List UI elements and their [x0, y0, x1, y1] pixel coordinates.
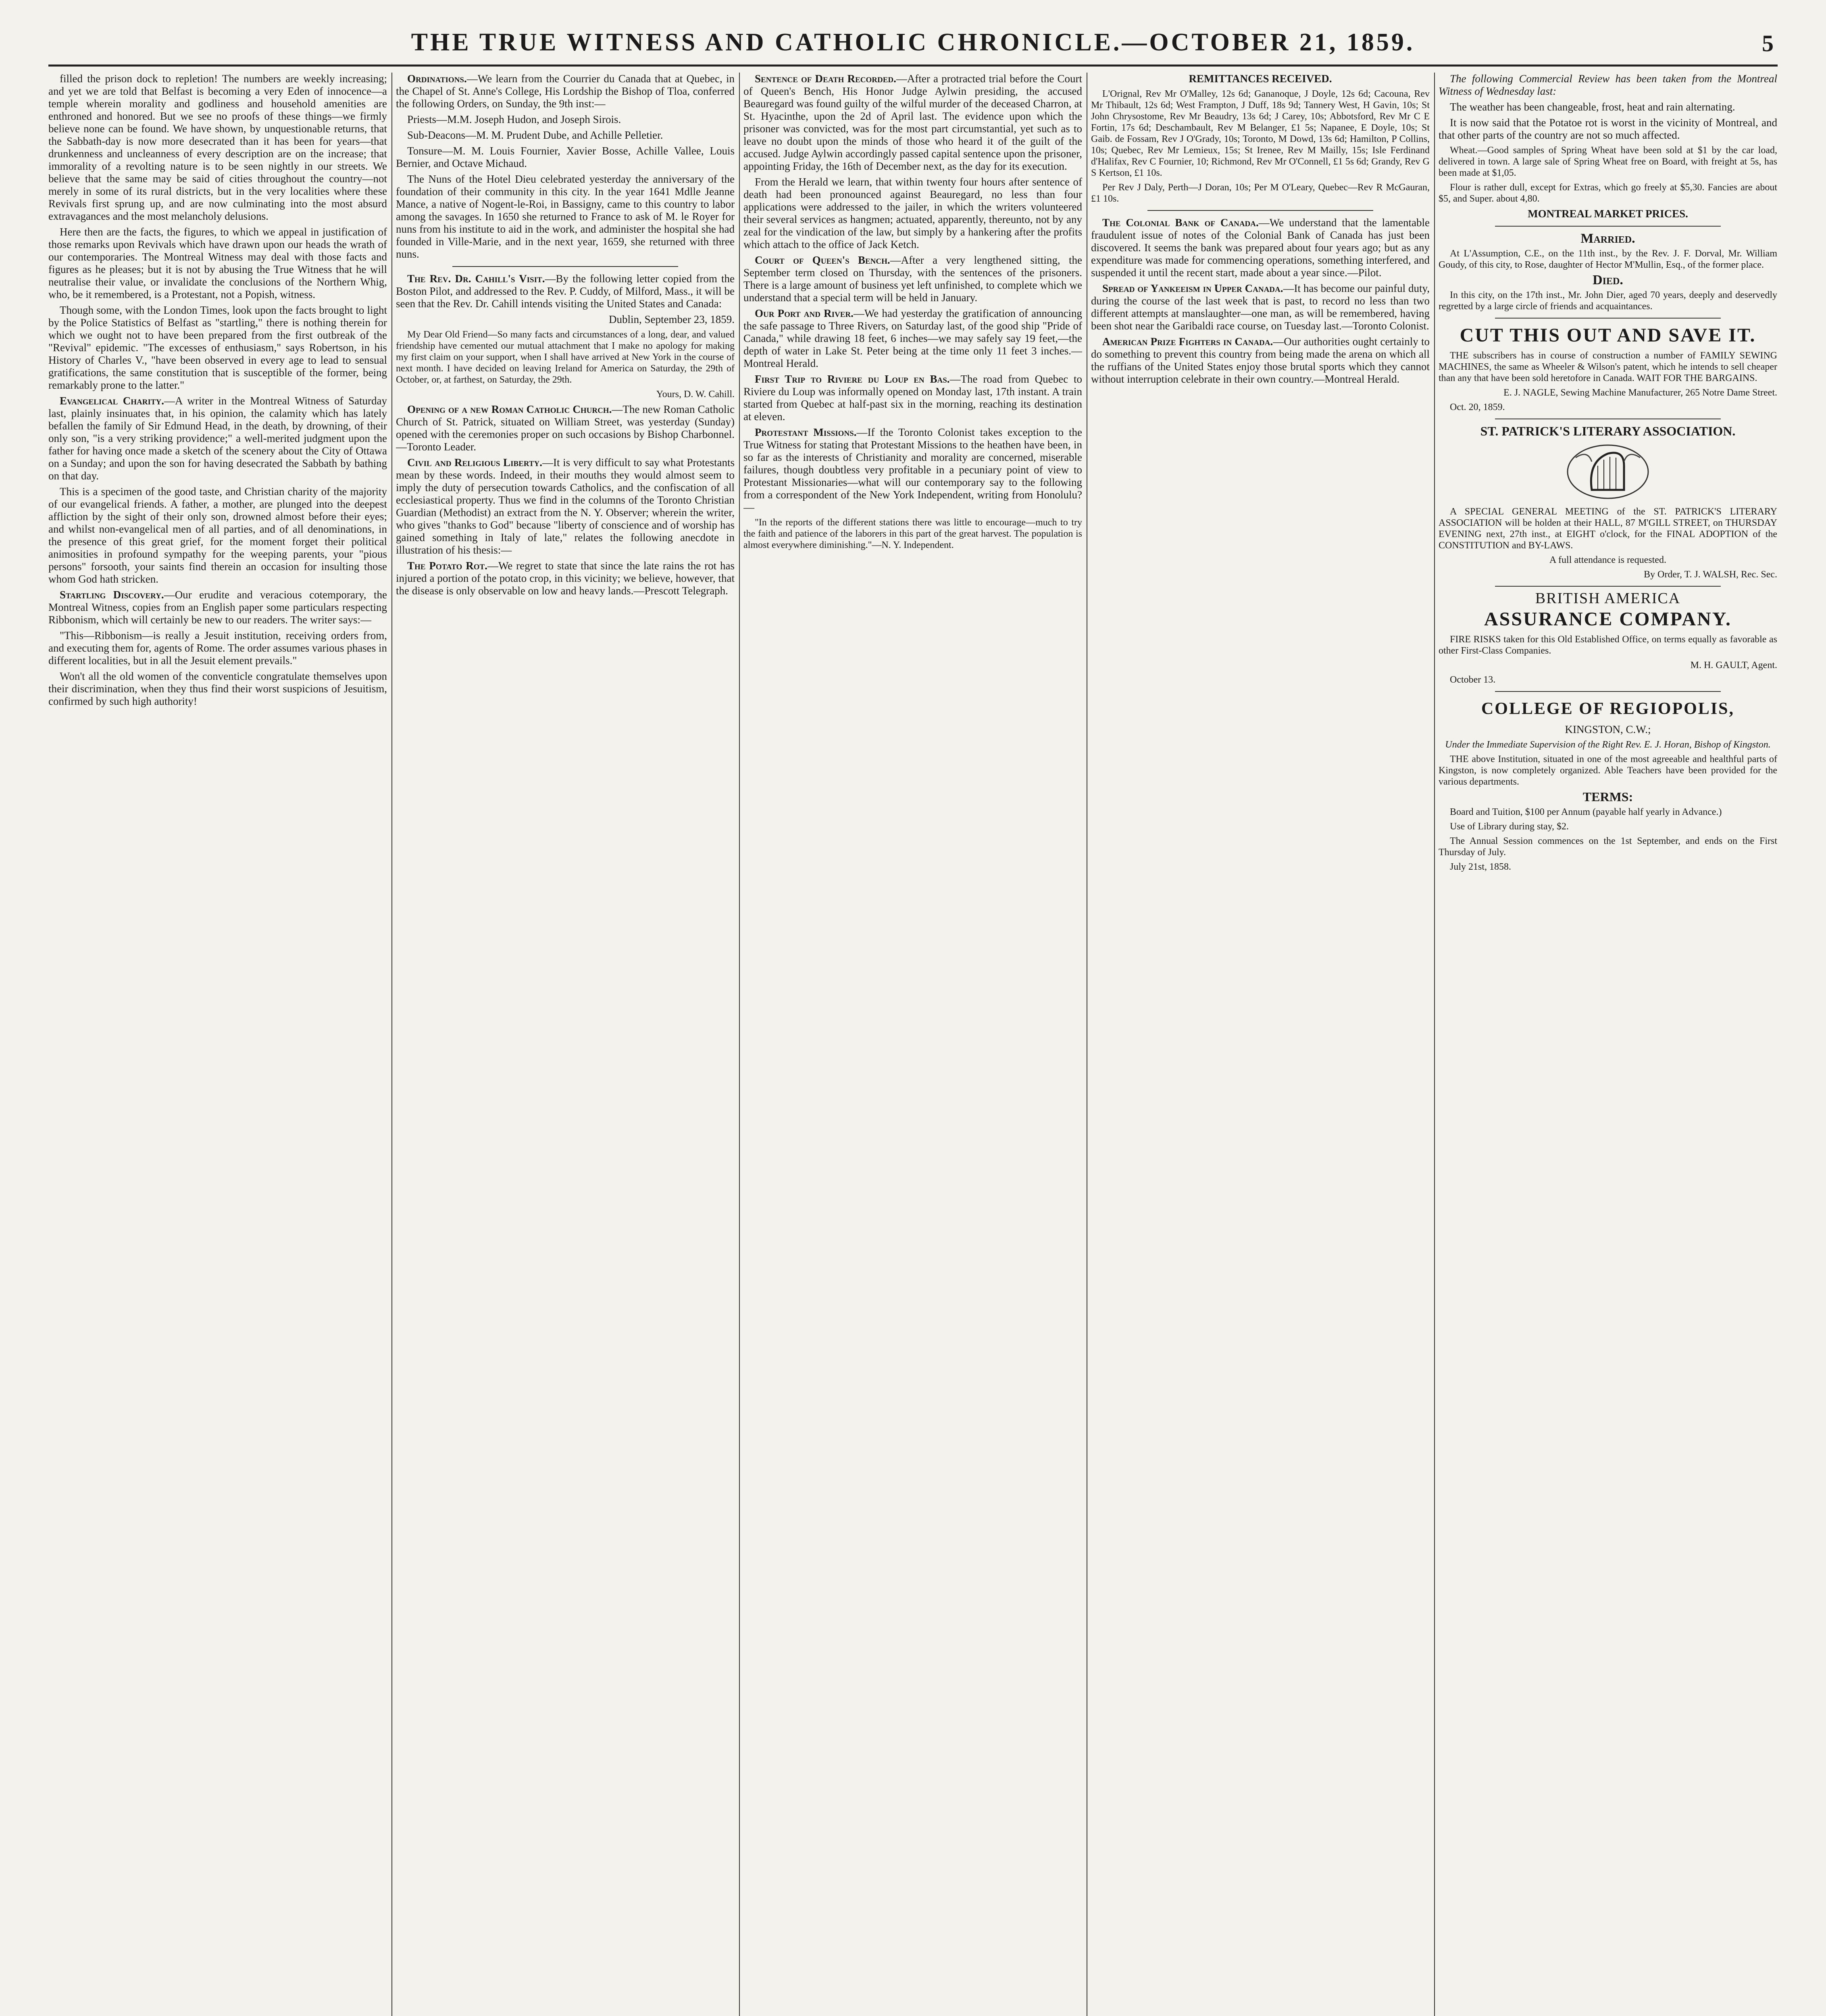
quotation: "This—Ribbonism—is really a Jesuit institution, receiving orders from, and executing them for, agents of Rome. The order assumes various phases in different localities, but in all the Jesuit element prevails."	[48, 629, 387, 666]
column-rule	[391, 73, 392, 2016]
column-1	[48, 73, 387, 2016]
divider	[1495, 226, 1721, 227]
ad-text: Board and Tuition, $100 per Annum (payable half yearly in Advance.)	[1450, 807, 1722, 817]
remittance-list: Per Rev J Daly, Perth—J Doran, 10s; Per M O'Leary, Quebec—Rev R McGauran, £1 10s.	[1091, 182, 1430, 204]
article-paragraph: —It is very difficult to say what Protestants mean by these words. Indeed, in their mouths they would almost seem to imply the duty of persecution towards Catholics, and the confiscation of all ecclesiastical property. Thus we find in the columns of the Toronto Christian Guardian (Methodist) an extract from the N. Y. Observer; wherein the writer, who gives "thanks to God" because "liberty of conscience and of worship has gained something in Italy of late," relates the following anecdote in illustration of his thesis:—	[396, 456, 735, 556]
article-paragraph: —After a protracted trial before the Court of Queen's Bench, His Honor Judge Aylwin presiding, the accused Beauregard was found guilty of the wilful murder of the deceased Charron, at St. Hyacinthe, upon the 2d of April last. The evidence upon which the prisoner was convicted, was for the most part circumstantial, yet such as to leave no doubt upon the minds of those who heard it of the guilt of the accused. Judge Aylwin accordingly passed capital sentence upon the prisoner, appointing Friday, the 16th of December next, as the day for its execution.	[743, 73, 1082, 172]
article-heading: Court of Queen's Bench.	[755, 254, 890, 266]
ad-text: Under the Immediate Supervision of the Right Rev. E. J. Horan, Bishop of Kingston.	[1445, 739, 1771, 750]
ad-date: July 21st, 1858.	[1450, 862, 1512, 872]
article-paragraph: —After a very lengthened sitting, the September term closed on Thursday, with the sentences of the prisoners. There is a large amount of business yet left unfinished, to complete which we understand that a special term will be held in January.	[743, 254, 1082, 304]
column-4	[1091, 73, 1430, 2016]
ad-date: October 13.	[1450, 675, 1496, 685]
section-heading: MONTREAL MARKET PRICES.	[1528, 208, 1688, 220]
ad-heading: CUT THIS OUT AND SAVE IT.	[1460, 325, 1756, 346]
column-3	[743, 73, 1082, 2016]
ad-heading: TERMS:	[1582, 789, 1633, 804]
notice-text: In this city, on the 17th inst., Mr. John Dier, aged 70 years, deeply and deservedly regretted by a large circle of friends and acquaintances.	[1439, 290, 1777, 312]
ad-subheading: KINGSTON, C.W.;	[1565, 723, 1651, 735]
ad-text: Use of Library during stay, $2.	[1450, 821, 1569, 832]
ad-text: The Annual Session commences on the 1st September, and ends on the First Thursday of July.	[1439, 836, 1777, 858]
article-paragraph: Here then are the facts, the figures, to which we appeal in justification of those remarks upon Revivals which have drawn upon our heads the wrath of our contemporaries. The Montreal Witness may deal with those facts and figures as he pleases; but it is not by abusing the True Witness that he will neutralise their value, or invalidate the conclusions of the Northern Whig, who, be it remembered, is a Protestant, not a Popish, witness.	[48, 226, 387, 300]
masthead	[48, 24, 1778, 67]
article-heading: The Potato Rot.	[407, 560, 487, 572]
letter-dateline: Dublin, September 23, 1859.	[609, 313, 735, 325]
article-paragraph: —Our authorities ought certainly to do something to prevent this country from being made the arena on which all the ruffians of the United States enjoy those brutal sports which they cannot without interruption celebrate in their own country.—Montreal Herald.	[1091, 335, 1430, 385]
section-heading: REMITTANCES RECEIVED.	[1189, 73, 1332, 85]
article-heading: Sentence of Death Recorded.	[755, 73, 896, 85]
ad-text: FIRE RISKS taken for this Old Established Office, on terms equally as favorable as other First-Class Companies.	[1439, 634, 1777, 656]
column-5	[1439, 73, 1777, 2016]
ad-text: THE subscribers has in course of construction a number of FAMILY SEWING MACHINES, the same as Wheeler & Wilson's patent, which he intends to sell cheaper than any that have been sold heretofore in Canada. WAIT FOR THE BARGAINS.	[1439, 350, 1777, 383]
ad-heading: ASSURANCE COMPANY.	[1484, 608, 1732, 630]
divider	[1495, 691, 1721, 692]
ad-signature: M. H. GAULT, Agent.	[1690, 660, 1777, 671]
column-rule	[739, 73, 740, 2016]
ad-date: Oct. 20, 1859.	[1450, 402, 1505, 412]
ad-heading: BRITISH AMERICA	[1535, 590, 1681, 607]
market-report: Wheat.—Good samples of Spring Wheat have been sold at $1 by the car load, delivered in town. A large sale of Spring Wheat free on Board, with freight at 5s, has been made at $1,05.	[1439, 145, 1777, 178]
article-paragraph: Sub-Deacons—M. M. Prudent Dube, and Achille Pelletier.	[407, 129, 663, 141]
ad-text: THE above Institution, situated in one of the most agreeable and healthful parts of Kingston, is now completely organized. Able Teachers have been provided for the various departments.	[1439, 754, 1777, 787]
article-heading: American Prize Fighters in Canada.	[1102, 335, 1273, 348]
ad-text: A full attendance is requested.	[1549, 555, 1666, 565]
page-title: THE TRUE WITNESS AND CATHOLIC CHRONICLE.—OCTOBER 21, 1859.	[411, 29, 1415, 56]
article-paragraph: It is now said that the Potatoe rot is worst in the vicinity of Montreal, and that other parts of the country are not so much affected.	[1439, 117, 1777, 141]
article-paragraph: —We regret to state that since the late rains the rot has injured a portion of the potato crop, in this vicinity; we believe, however, that the disease is only observable on low and heavy lands.—Prescott Telegraph.	[396, 560, 735, 597]
article-paragraph: —A writer in the Montreal Witness of Saturday last, plainly insinuates that, in his opinion, the calamity which has lately befallen the family of Sir Edmund Head, in the death, by drowning, of their only son, "is a very striking providence;" a well-merited judgment upon the father for having once made a sketch of the scenery about the City of Ottawa on a Sunday; and upon the son for having desecrated the Sabbath by bathing on that day.	[48, 395, 387, 482]
article-paragraph: —By the following letter copied from the Boston Pilot, and addressed to the Rev. P. Cuddy, of Milford, Mass., it will be seen that the Rev. Dr. Cahill intends visiting the United States and Canada:	[396, 273, 735, 310]
ad-text: A SPECIAL GENERAL MEETING of the ST. PATRICK'S LITERARY ASSOCIATION will be holden at their HALL, 87 M'GILL STREET, on THURSDAY EVENING next, 27th inst., at EIGHT o'clock, for the FINAL ADOPTION of the CONSTITUTION and BY-LAWS.	[1439, 506, 1777, 551]
article-heading: The Colonial Bank of Canada.	[1102, 217, 1259, 229]
divider	[1147, 210, 1373, 211]
article-heading: Protestant Missions.	[755, 426, 857, 438]
article-paragraph: Tonsure—M. M. Louis Fournier, Xavier Bosse, Achille Vallee, Louis Bernier, and Octave Michaud.	[396, 145, 735, 169]
article-paragraph: filled the prison dock to repletion! The numbers are weekly increasing; and yet we are told that Belfast is becoming a very Eden of innocence—a temple wherein morality and godliness and household amenities are enthroned and honored. But we see no proofs of these things—we firmly believe none can be found. We have shown, by unquestionable returns, that the Sabbath-day is now more desecrated than it has been for years—that drunkenness and uncleanness of every description are on the increase; that immorality of a revolting nature is to be seen nightly in our streets. We believe that the same may be said of cities throughout the country—not merely in some of its rural districts, but in the very localities where these Revivals first sprung up, and are now culminating into the most absurd extravagances and the most melancholy delusions.	[48, 73, 387, 222]
article-paragraph: —We learn from the Courrier du Canada that at Quebec, in the Chapel of St. Anne's College, His Lordship the Bishop of Tloa, conferred the following Orders, on Sunday, the 9th inst:—	[396, 73, 735, 110]
market-report: Flour is rather dull, except for Extras, which go freely at $5,30. Fancies are about $5, and Super. about 4,80.	[1439, 182, 1777, 204]
divider	[1495, 318, 1721, 319]
harp-emblem-icon	[1564, 442, 1652, 502]
article-paragraph: —Our erudite and veracious cotemporary, the Montreal Witness, copies from an English paper some particulars respecting Ribbonism, which will certainly be new to our readers. The writer says:—	[48, 589, 387, 626]
article-heading: Startling Discovery.	[60, 589, 164, 601]
column-rule	[1434, 73, 1435, 2016]
article-paragraph: Won't all the old women of the conventicle congratulate themselves upon their discrimination, when they thus find their worst suspicions of Jesuitism, confirmed by such high authority!	[48, 670, 387, 707]
article-paragraph: From the Herald we learn, that within twenty four hours after sentence of death had been pronounced against Beauregard, no less than four applications were addressed to the jailer, in which the writers volunteered their several services as hangmen; actuated, apparently, thereunto, not by any zeal for the vindication of the law, but simply by a hankering after the profits which attach to the office of Jack Ketch.	[743, 176, 1082, 250]
ad-signature: By Order, T. J. WALSH, Rec. Sec.	[1644, 569, 1777, 580]
article-paragraph: Priests—M.M. Joseph Hudon, and Joseph Sirois.	[407, 113, 621, 125]
article-heading: Spread of Yankeeism in Upper Canada.	[1102, 282, 1283, 294]
column-2	[396, 73, 735, 2016]
divider	[452, 266, 678, 267]
article-paragraph: This is a specimen of the good taste, and Christian charity of the majority of our evangelical friends. A father, a mother, are plunged into the deepest affliction by the sight of their only son, drowned almost before their eyes; and whilst non-evangelical men of all parties, and of all denominations, in the presence of this great grief, for the moment forget their political animosities in profound sympathy for the weeping parents, your "pious persons" forsooth, your saints find therein an occasion for insulting those whom God hath stricken.	[48, 485, 387, 585]
article-paragraph: —The road from Quebec to Riviere du Loup was informally opened on Monday last, 17th instant. A train started from Quebec at half-past six in the morning, reaching its destination at eleven.	[743, 373, 1082, 423]
ad-signature: E. J. NAGLE, Sewing Machine Manufacturer, 265 Notre Dame Street.	[1503, 387, 1777, 398]
newspaper-page	[48, 24, 1778, 2016]
ad-heading: COLLEGE OF REGIOPOLIS,	[1481, 700, 1735, 718]
article-paragraph: The Nuns of the Hotel Dieu celebrated yesterday the anniversary of the foundation of their community in this city. In the year 1641 Mdlle Jeanne Mance, a native of Nogent-le-Roi, in Bassigny, came to this country to labor among the savages. In 1650 she returned to France to ask of M. le Royer for nuns from his institute to aid in the work, and administer the hospital she had founded in Ville-Marie, and in the next year, 1659, she returned with three nuns.	[396, 173, 735, 260]
page-number: 5	[1762, 30, 1774, 56]
article-paragraph: —It has become our painful duty, during the course of the last week that is past, to record no less than two different attempts at manslaughter—one man, as will be remembered, having been shot near the Garibaldi race course, on Tuesday last.—Toronto Colonist.	[1091, 282, 1430, 332]
article-paragraph: Though some, with the London Times, look upon the facts brought to light by the Police Statistics of Belfast as "startling," there is nothing therein for which we ought not to have been prepared from the first outbreak of the "Revival" epidemic. "The excesses of enthusiasm," says Robertson, in his History of Charles V., "have been observed in every age to lead to sensual gratifications, the same constitution that is susceptible of the former, being remarkably prone to the latter."	[48, 304, 387, 391]
letter-signature: Yours, D. W. Cahill.	[656, 389, 735, 400]
article-heading: Ordinations.	[407, 73, 467, 85]
article-heading: The Rev. Dr. Cahill's Visit.	[407, 273, 545, 285]
notice-heading: Died.	[1593, 273, 1623, 287]
article-heading: Our Port and River.	[755, 307, 854, 319]
article-paragraph: The weather has been changeable, frost, heat and rain alternating.	[1450, 101, 1735, 113]
notice-text: At L'Assumption, C.E., on the 11th inst., by the Rev. J. F. Dorval, Mr. William Goudy, of this city, to Rose, daughter of Hector M'Mullin, Esq., of the former place.	[1439, 248, 1777, 270]
commercial-intro: The following Commercial Review has been taken from the Montreal Witness of Wednesday last:	[1439, 73, 1777, 97]
article-heading: Evangelical Charity.	[60, 395, 164, 407]
article-paragraph: —We had yesterday the gratification of announcing the safe passage to Three Rivers, on Saturday last, of the good ship "Pride of Canada," while drawing 18 feet, 6 inches—we may safely say 19 feet,—the depth of water in Lake St. Peter being at the time only 11 feet 3 inches.—Montreal Herald.	[743, 307, 1082, 369]
article-heading: Civil and Religious Liberty.	[407, 456, 543, 469]
remittance-list: L'Orignal, Rev Mr O'Malley, 12s 6d; Gananoque, J Doyle, 12s 6d; Cacouna, Rev Mr Thibault, 12s 6d; West Frampton, J Duff, 18s 9d; Tannery West, H Gavin, 10s; St John Chrysostome, Rev Mr Beaudry, 13s 6d; J Carey, 10s; Abbotsford, Rev Mr C E Fortin, 17s 6d; Deschambault, Rev M Belanger, £1 5s; Napanee, E Doyle, 10s; St Gaib. de Fossam, Rev J O'Grady, 10s; Toronto, M Dowd, 13s 6d; Hamilton, P Collins, 10s; Quebec, Rev Mr Lemieux, 15s; St Irenee, Rev M Mailly, 15s; Isle Ferdinand d'Halifax, Rev C Fournier, 10; Richmond, Rev Mr O'Connell, £1 5s 6d; Grandy, Rev G S Kertson, £1 10s.	[1091, 89, 1430, 178]
article-paragraph: —We understand that the lamentable fraudulent issue of notes of the Colonial Bank of Canada has just been discovered. It seems the bank was prepared about four years ago; but as any expenditure was made for commencing operations, something interfered, and suspended it until the recent start, made about a year since.—Pilot.	[1091, 217, 1430, 279]
ad-heading: ST. PATRICK'S LITERARY ASSOCIATION.	[1480, 424, 1736, 438]
columns	[48, 73, 1778, 2016]
letter-body: My Dear Old Friend—So many facts and circumstances of a long, dear, and valued friendship have cemented our mutual attachment that I make no apology for making my first claim on your support, when I shall have arrived at New York in the course of next month. I have decided on leaving Ireland for America on Saturday, the 29th of October, or, at farthest, on Saturday, the 29th.	[396, 329, 735, 385]
article-heading: Opening of a new Roman Catholic Church.	[407, 403, 612, 415]
divider	[1495, 586, 1721, 587]
notice-heading: Married.	[1580, 231, 1635, 246]
article-paragraph: —If the Toronto Colonist takes exception to the True Witness for stating that Protestant Missions to the heathen have been, in so far as the interests of Christianity and morality are concerned, miserable failures, though doubtless very profitable in a pecuniary point of view to Protestant Missionaries—what will our contemporary say to the following from a correspondent of the New York Independent, writing from Honolulu?—	[743, 426, 1082, 513]
article-heading: First Trip to Riviere du Loup en Bas.	[755, 373, 950, 385]
quotation: "In the reports of the different stations there was little to encourage—much to try the faith and patience of the laborers in this part of the great harvest. The population is almost everywhere diminishing."—N. Y. Independent.	[743, 517, 1082, 550]
article-paragraph: —The new Roman Catholic Church of St. Patrick, situated on William Street, was yesterday (Sunday) opened with the ceremonies proper on such occasions by Bishop Charbonnel.—Toronto Leader.	[396, 403, 735, 453]
